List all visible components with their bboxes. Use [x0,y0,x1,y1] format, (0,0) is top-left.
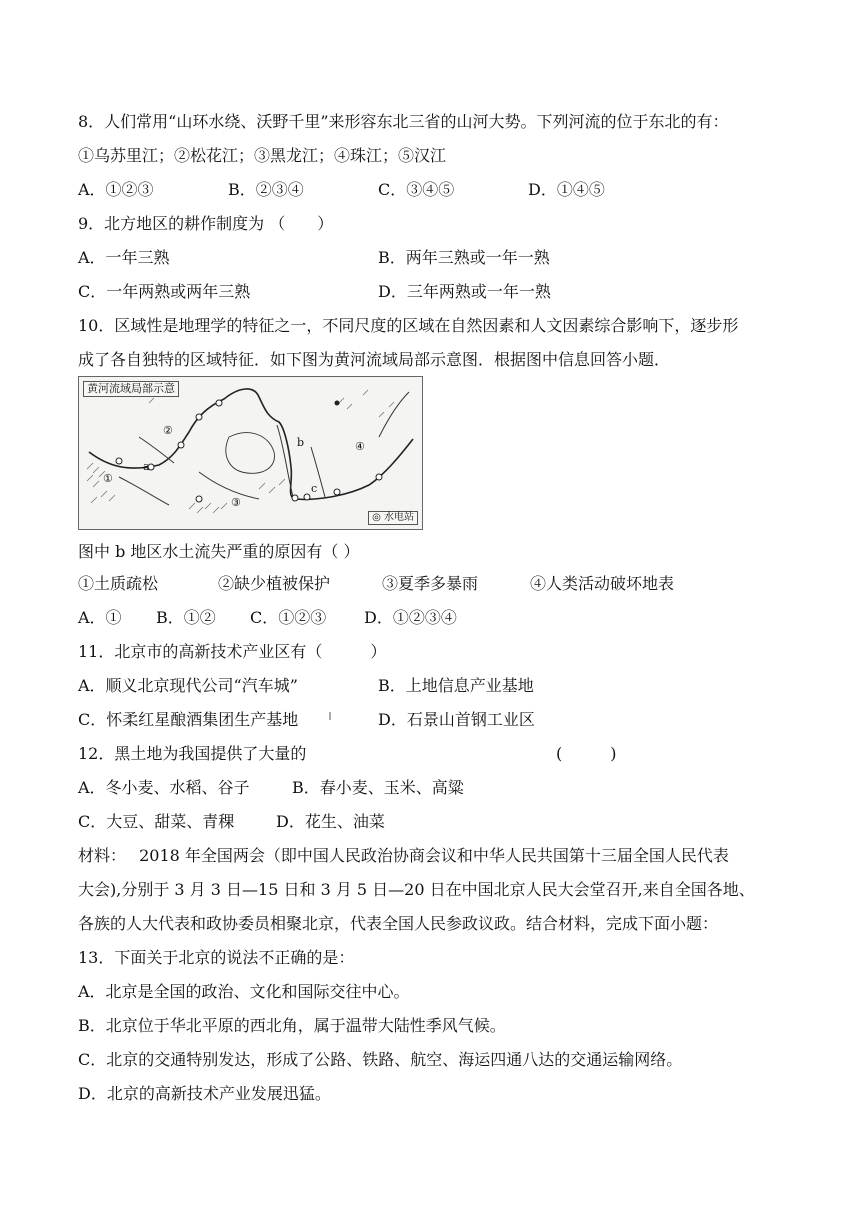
q9-option-b[interactable]: B．两年三熟或一年一熟 [378,248,550,267]
q11-stem: 11．北京市的高新技术产业区有（ ） [78,642,387,661]
material-line2: 大会),分别于 3 月 3 日—15 日和 3 月 5 日—20 日在中国北京人民大会堂召开,来自全国各地、 [78,880,755,899]
map-label-3: ③ [231,496,241,509]
q11-option-d[interactable]: D．石景山首钢工业区 [378,710,535,729]
q13-option-d[interactable]: D．北京的高新技术产业发展迅猛。 [78,1084,331,1103]
q13-option-c[interactable]: C．北京的交通特别发达，形成了公路、铁路、航空、海运四通八达的交通运输网络。 [78,1050,683,1069]
map-label-a: a [143,460,150,473]
q10-option-c[interactable]: C．①②③ [250,608,327,627]
q10-intro-line2: 成了各自独特的区域特征．如下图为黄河流域局部示意图．根据图中信息回答小题． [78,350,671,369]
q12-stem: 12．黑土地为我国提供了大量的 [78,744,307,763]
q9-option-d[interactable]: D．三年两熟或一年一熟 [378,282,551,301]
material-line3: 各族的人大代表和政协委员相聚北京，代表全国人民参政议政。结合材料，完成下面小题： [78,914,719,933]
q13-option-a[interactable]: A．北京是全国的政治、文化和国际交往中心。 [78,982,410,1001]
q12-option-a[interactable]: A．冬小麦、水稻、谷子 [78,778,250,797]
q8-option-a[interactable]: A．①②③ [78,180,154,199]
q10-question: 图中 b 地区水土流失严重的原因有（ ） [78,542,360,561]
q11-option-c[interactable]: C．怀柔红星酿酒集团生产基地 [78,710,299,729]
map-legend: ◎ 水电站 [368,511,418,525]
q9-option-a[interactable]: A．一年三熟 [78,248,170,267]
q10-option-a[interactable]: A．① [78,608,122,627]
q9-option-c[interactable]: C．一年两熟或两年三熟 [78,282,251,301]
q12-option-b[interactable]: B．春小麦、玉米、高粱 [292,778,464,797]
q12-option-c[interactable]: C．大豆、甜菜、青稞 [78,812,235,831]
q11-option-b[interactable]: B．上地信息产业基地 [378,676,534,695]
q12-paren: ( ) [556,744,617,763]
q10-item-4: ④人类活动破坏地表 [530,574,675,593]
q8-option-b[interactable]: B．②③④ [228,180,304,199]
material-line1: 材料： 2018 年全国两会（即中国人民政治协商会议和中华人民共国第十三届全国人民代表 [78,846,729,865]
q8-stem: 8．人们常用“山环水绕、沃野千里”来形容东北三省的山河大势。下列河流的位于东北的有： [78,112,729,131]
q8-items: ①乌苏里江；②松花江；③黑龙江；④珠江；⑤汉江 [78,146,447,165]
q13-stem: 13．下面关于北京的说法不正确的是： [78,948,355,967]
q8-option-d[interactable]: D．①④⑤ [528,180,605,199]
map-title: 黄河流域局部示意 [83,381,179,397]
yellow-river-map [78,376,423,530]
q8-option-c[interactable]: C．③④⑤ [378,180,455,199]
q12-option-d[interactable]: D．花生、油菜 [276,812,385,831]
map-label-c: c [311,482,318,495]
map-label-b: b [297,436,305,449]
q13-option-b[interactable]: B．北京位于华北平原的西北角，属于温带大陆性季风气候。 [78,1016,506,1035]
q10-item-2: ②缺少植被保护 [218,574,331,593]
q10-intro-line1: 10．区域性是地理学的特征之一，不同尺度的区域在自然因素和人文因素综合影响下，逐步形 [78,316,739,335]
q10-option-d[interactable]: D．①②③④ [364,608,457,627]
map-label-4: ④ [355,440,365,453]
q11-option-a[interactable]: A．顺义北京现代公司“汽车城” [78,676,298,695]
map-drawing [79,377,422,529]
q10-item-3: ③夏季多暴雨 [382,574,479,593]
map-label-2: ② [163,424,173,437]
q10-option-b[interactable]: B．①② [156,608,216,627]
q10-item-1: ①土质疏松 [78,574,159,593]
map-label-1: ① [103,472,113,485]
stray-mark [329,712,331,720]
q9-stem: 9．北方地区的耕作制度为 （ ） [78,214,334,233]
